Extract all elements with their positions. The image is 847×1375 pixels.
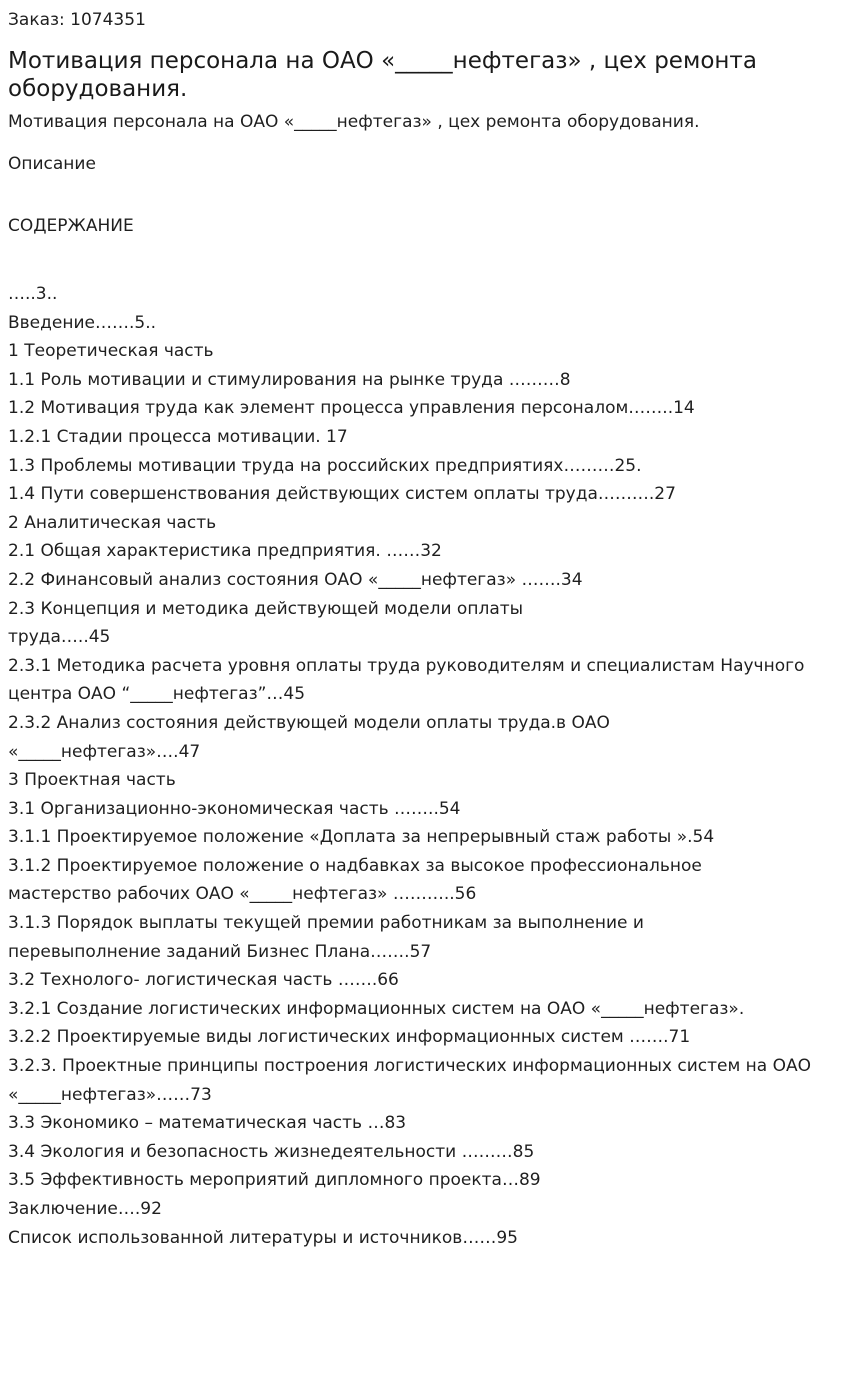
toc-item: 3.4 Экология и безопасность жизнедеятельности ………85 xyxy=(8,1141,535,1162)
toc-item: 1.1 Роль мотивации и стимулирования на рынке труда ………8 xyxy=(8,369,571,390)
description-label: Описание xyxy=(8,154,96,174)
toc-item: 3.2 Технолого- логистическая часть …….66 xyxy=(8,970,399,991)
toc-item: 3.1.1 Проектируемое положение «Доплата за непрерывный стаж работы ».54 xyxy=(8,827,715,848)
page-title: Мотивация персонала на ОАО «_____нефтегаз» , цех ремонта оборудования. xyxy=(8,48,757,102)
order-number: Заказ: 1074351 xyxy=(8,10,146,30)
table-of-contents xyxy=(8,280,839,1252)
toc-item: 3.1.2 Проектируемое положение о надбавках за высокое профессиональное мастерство рабочих ОАО «_____нефтегаз» ………..56 xyxy=(8,855,702,905)
toc-item: 3.1.3 Порядок выплаты текущей премии работникам за выполнение и перевыполнение заданий Бизнес Плана…….57 xyxy=(8,913,644,962)
toc-item: 2.1 Общая характеристика предприятия. ……32 xyxy=(8,541,442,562)
toc-item: 2.3.1 Методика расчета уровня оплаты труда руководителям и специалистам Научного центра ОАО “_____нефтегаз”…45 xyxy=(8,655,805,705)
toc-item: 1.4 Пути совершенствования действующих систем оплаты труда……….27 xyxy=(8,484,676,505)
toc-heading: СОДЕРЖАНИЕ xyxy=(8,216,134,236)
toc-item: 3 Проектная часть xyxy=(8,770,176,791)
toc-item: 1 Теоретическая часть xyxy=(8,341,214,362)
toc-item: 3.3 Экономико – математическая часть …83 xyxy=(8,1113,407,1134)
toc-item: Список использованной литературы и источников……95 xyxy=(8,1227,518,1248)
toc-item: 2.3 Концепция и методика действующей модели оплаты труда…..45 xyxy=(8,598,524,648)
document-page xyxy=(0,9,847,1252)
toc-item: 3.5 Эффективность мероприятий дипломного проекта…89 xyxy=(8,1170,541,1191)
toc-item: 2.2 Финансовый анализ состояния ОАО «_____нефтегаз» …….34 xyxy=(8,569,583,590)
toc-item: 1.3 Проблемы мотивации труда на российских предприятиях………25. xyxy=(8,455,642,476)
page-subtitle: Мотивация персонала на ОАО «_____нефтегаз» , цех ремонта оборудования. xyxy=(8,112,700,132)
toc-item: 2 Аналитическая часть xyxy=(8,512,217,533)
toc-item: 1.2 Мотивация труда как элемент процесса управления персоналом……..14 xyxy=(8,398,695,419)
toc-item: 1.2.1 Стадии процесса мотивации. 17 xyxy=(8,426,348,447)
toc-item: …..3.. xyxy=(8,284,58,304)
toc-item: 3.2.1 Создание логистических информационных систем на ОАО «_____нефтегаз». xyxy=(8,998,745,1019)
toc-item: 2.3.2 Анализ состояния действующей модели оплаты труда.в ОАО «_____нефтегаз»….47 xyxy=(8,712,610,762)
toc-item: Введение…….5.. xyxy=(8,312,157,333)
toc-item: 3.1 Организационно-экономическая часть ……..54 xyxy=(8,798,461,819)
toc-item: 3.2.2 Проектируемые виды логистических информационных систем …….71 xyxy=(8,1027,691,1048)
toc-item: Заключение….92 xyxy=(8,1199,162,1219)
toc-item: 3.2.3. Проектные принципы построения логистических информационных систем на ОАО «_____нефтегаз»……73 xyxy=(8,1056,812,1105)
